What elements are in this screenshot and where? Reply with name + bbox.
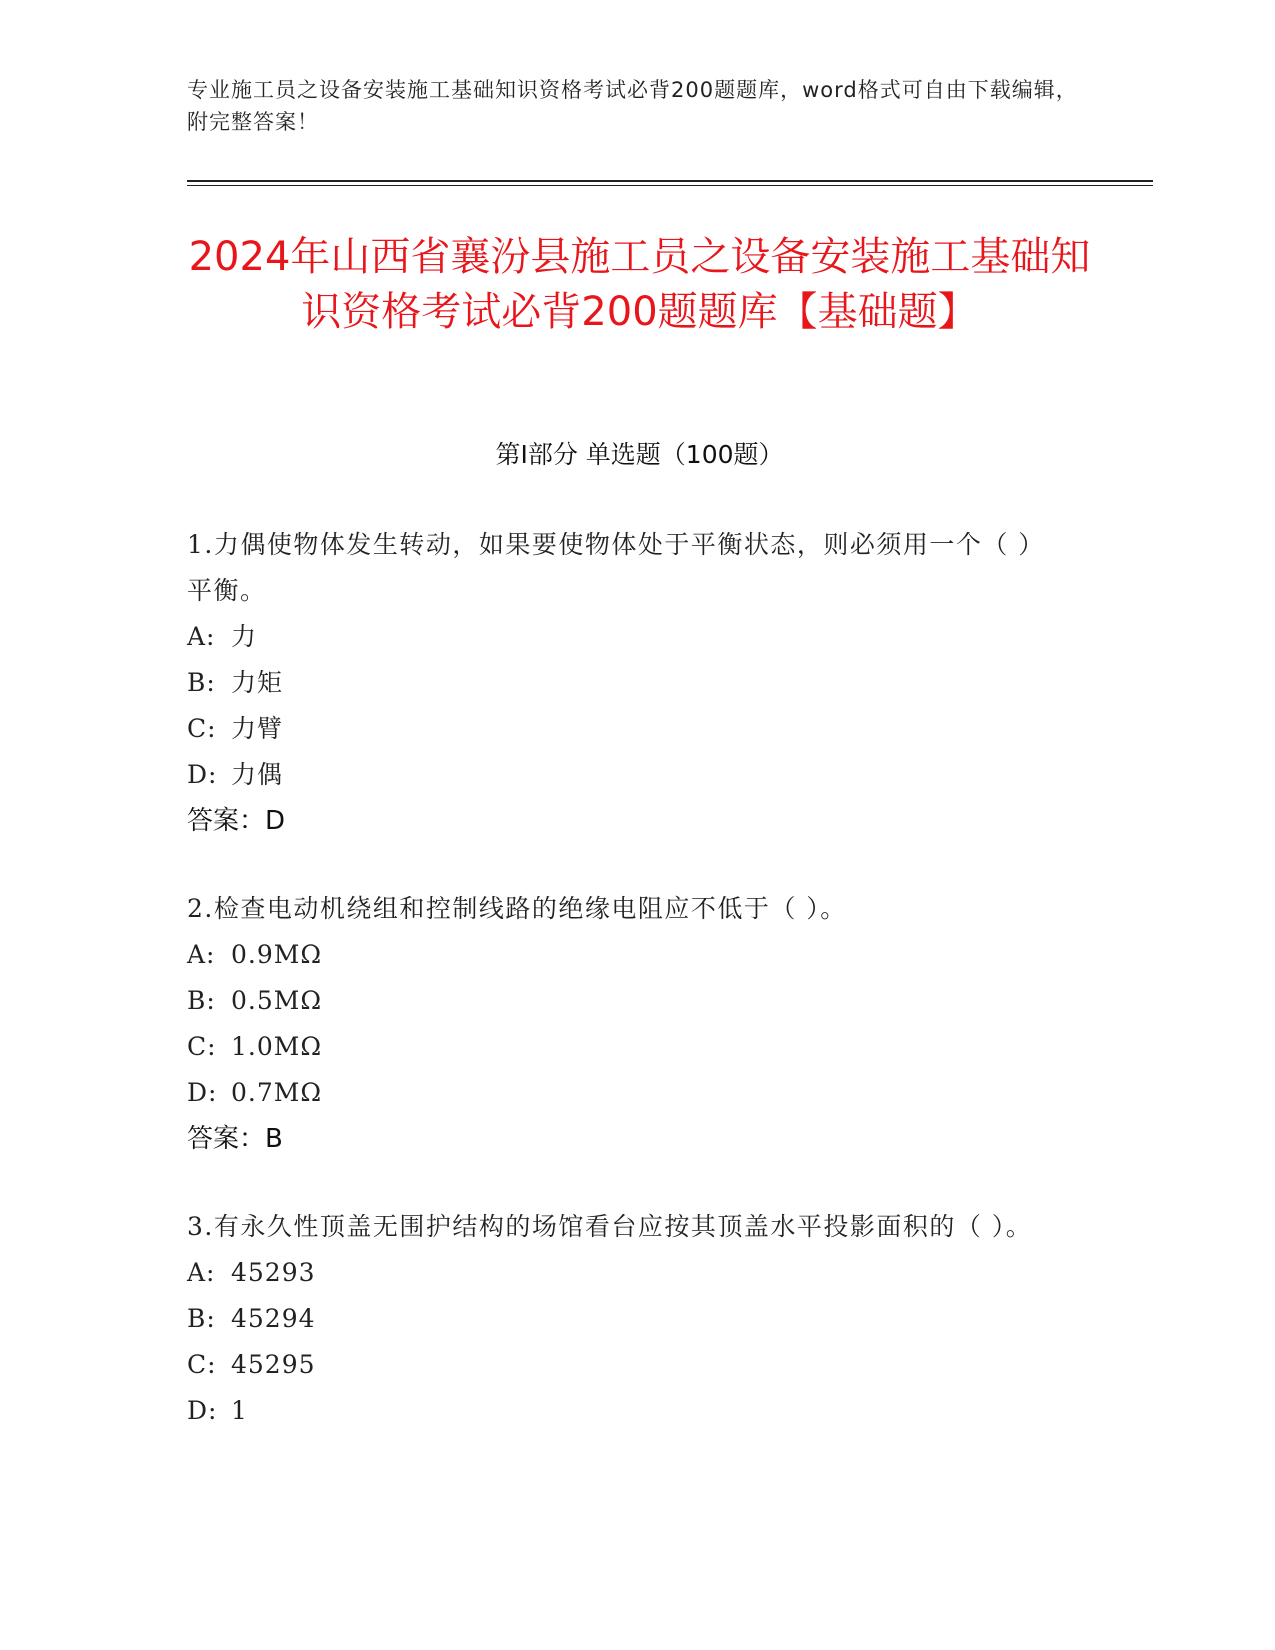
option-text: 45293	[231, 1258, 316, 1287]
header-divider-thin	[187, 185, 1153, 186]
option-letter: B:	[187, 1304, 216, 1333]
option-text: 力偶	[231, 760, 284, 789]
option-b	[187, 660, 1067, 706]
option-c	[187, 706, 1067, 752]
document-title: 2024年山西省襄汾县施工员之设备安装施工基础知识资格考试必背200题题库【基础题】	[188, 234, 1091, 335]
option-c	[187, 1024, 1067, 1070]
option-text: 力矩	[231, 668, 284, 697]
option-text: 1	[231, 1396, 248, 1425]
option-text: 0.5MΩ	[231, 986, 323, 1015]
option-a	[187, 932, 1067, 978]
option-letter: C:	[187, 714, 217, 743]
answer-line: 答案：D	[187, 806, 286, 836]
question-1	[187, 522, 1067, 844]
option-d	[187, 1070, 1067, 1116]
option-text: 力	[231, 622, 258, 651]
option-letter: B:	[187, 986, 216, 1015]
option-letter: D:	[187, 1396, 218, 1425]
option-letter: A:	[187, 940, 216, 969]
header-note: 专业施工员之设备安装施工基础知识资格考试必背200题题库，word格式可自由下载编辑，附完整答案！	[187, 78, 1078, 134]
option-a	[187, 614, 1067, 660]
option-text: 1.0MΩ	[231, 1032, 323, 1061]
option-letter: B:	[187, 668, 216, 697]
option-text: 力臂	[231, 714, 284, 743]
option-letter: A:	[187, 1258, 216, 1287]
option-text: 45294	[231, 1304, 316, 1333]
question-stem: 1.力偶使物体发生转动，如果要使物体处于平衡状态，则必须用一个（ ）平衡。	[187, 530, 1045, 605]
answer-line: 答案：B	[187, 1124, 283, 1154]
option-b	[187, 1296, 1067, 1342]
question-stem: 2.检查电动机绕组和控制线路的绝缘电阻应不低于（ ）。	[187, 894, 847, 923]
option-letter: C:	[187, 1032, 217, 1061]
question-stem: 3.有永久性顶盖无围护结构的场馆看台应按其顶盖水平投影面积的（ ）。	[187, 1212, 1033, 1241]
option-letter: D:	[187, 1078, 218, 1107]
option-letter: D:	[187, 760, 218, 789]
option-text: 45295	[231, 1350, 316, 1379]
option-letter: A:	[187, 622, 216, 651]
option-c	[187, 1342, 1067, 1388]
option-text: 0.9MΩ	[231, 940, 323, 969]
option-d	[187, 1388, 1067, 1434]
option-letter: C:	[187, 1350, 217, 1379]
option-b	[187, 978, 1067, 1024]
option-a	[187, 1250, 1067, 1296]
section-heading: 第I部分 单选题（100题）	[495, 440, 784, 469]
header-divider	[187, 180, 1153, 182]
question-3	[187, 1204, 1067, 1434]
option-text: 0.7MΩ	[231, 1078, 323, 1107]
option-d	[187, 752, 1067, 798]
question-2	[187, 886, 1067, 1162]
